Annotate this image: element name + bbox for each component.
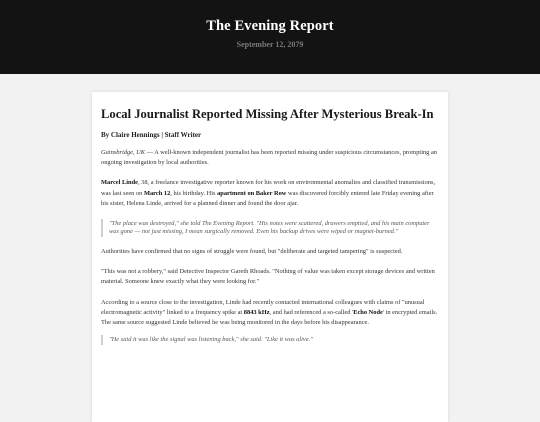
name-highlight: Marcel Linde xyxy=(101,179,138,187)
masthead-date: September 12, 2079 xyxy=(236,40,304,49)
paragraph-text: According to a source close to the investigation, Linde had recently contacted international colleagues with claims of "unusual electromagnetic activity" linked to a frequency spike at xyxy=(101,298,425,316)
lede-paragraph xyxy=(101,148,439,168)
frequency-highlight: 8843 kHz xyxy=(243,308,270,316)
site-title[interactable]: The Evening Report xyxy=(206,18,334,34)
masthead xyxy=(0,0,540,74)
quote-text: . "His notes were scattered, drawers emptied, and his main computer was gone — not just missing, I mean surgically removed. Even his backup drives were wiped or magnet-burned." xyxy=(109,220,430,236)
article-headline: Local Journalist Reported Missing After Mysterious Break-In xyxy=(101,107,434,121)
paragraph-text: , his birthday. His xyxy=(170,189,218,197)
dateline: Gainsbridge, UK xyxy=(101,149,146,156)
paragraph-detective: "This was not a robbery," said Detective Inspector Gareth Rhoads. "Nothing of value was taken except storage devices and written material. Someone knew exactly what they were looking for." xyxy=(101,268,435,286)
lede-text: — A well-known independent journalist has been reported missing under suspicious circumstances, prompting an ongoing investigation by local authorities. xyxy=(101,149,437,167)
paragraph-text: ' in encrypted emails. The same source suggested Linde believed he was being monitored in the days before his disappearance. xyxy=(101,308,438,327)
paragraph-frequency xyxy=(101,298,439,329)
publication-name: The Evening Report xyxy=(202,220,254,228)
location-highlight: apartment on Baker Row xyxy=(217,189,287,197)
article-byline: By Claire Hennings | Staff Writer xyxy=(101,131,202,139)
article-card xyxy=(92,92,448,422)
date-highlight: March 12 xyxy=(143,189,171,197)
paragraph-text: , 38, a freelance investigative reporter known for his work on environmental anomalies and classified transmissions, was last seen on xyxy=(101,179,436,197)
paragraph-text: , and had referenced a so-called ' xyxy=(269,308,354,316)
paragraph-text: was discovered forcibly entered late Friday evening after his sister, Helena Linde, arrived for a planned dinner and found the door ajar. xyxy=(101,189,434,207)
paragraph-authorities: Authorities have confirmed that no signs of struggle were found, but "deliberate and targeted tampering" is suspected. xyxy=(101,248,403,256)
paragraph-linde xyxy=(101,178,439,209)
sister-quote xyxy=(101,219,439,237)
signal-quote: "He said it was like the signal was listening back," she said. "Like it was alive." xyxy=(101,335,439,345)
quote-text: "The place was destroyed," she told xyxy=(109,220,202,228)
echo-node-highlight: Echo Node xyxy=(353,308,383,316)
